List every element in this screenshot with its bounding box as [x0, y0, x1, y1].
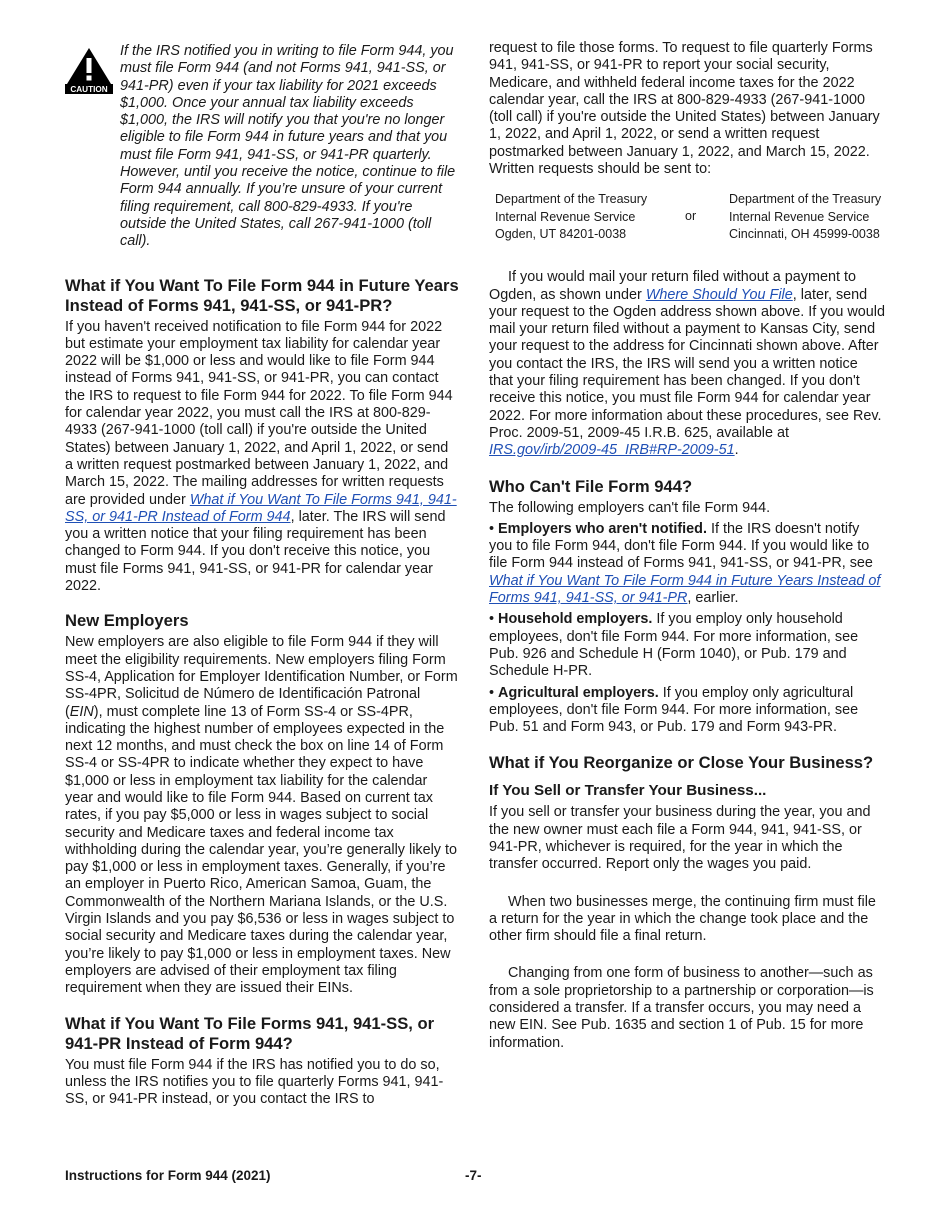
address-cincinnati: Department of the Treasury Internal Revenue Service Cincinnati, OH 45999-0038 — [729, 192, 882, 241]
left-column — [65, 40, 459, 1108]
page-number: -7- — [465, 1168, 482, 1183]
sell-transfer-paragraph: If you sell or transfer your business during the year, you and the new owner must each file a Form 944, 941, 941-SS, or 941-PR, whichever is required, for the year in which the transfer occurred. Report only the wages you paid. — [489, 804, 871, 873]
link-irs-gov-irb[interactable]: IRS.gov/irb/2009-45_IRB#RP-2009-51 — [489, 442, 735, 459]
bullet-not-notified: • Employers who aren't notified. If the IRS doesn't notify you to file Form 944, don't file Form 944. If you would like to file Form 944 instead of Forms 941, 941-SS, or 941-PR, see What if You Want To File Form 944 in Future Years Instead of Forms 941, 941-SS, or 941-PR, earlier. — [489, 520, 881, 607]
heading-new-employers: New Employers — [65, 611, 189, 631]
cant-file-intro: The following employers can't file Form 944. — [489, 499, 771, 516]
right-column — [489, 40, 885, 1052]
heading-file-quarterly: What if You Want To File Forms 941, 941-SS, or 941-PR Instead of Form 944? — [65, 1013, 435, 1053]
address-or: or — [685, 209, 697, 224]
footer-title: Instructions for Form 944 (2021) — [65, 1168, 271, 1183]
bullet-agricultural: • Agricultural employers. If you employ only agricultural employees, don't file Form 944. For more information, see Pub. 51 and Form 943, or Pub. 179 and Form 943-PR. — [489, 684, 859, 736]
caution-icon — [65, 46, 113, 94]
mailing-addresses — [489, 191, 885, 243]
mail-paragraph: If you would mail your return filed without a payment to Ogden, as shown under Where Should You File, later, send your request to the Ogden address shown above. If you would mail your return filed without a payment to Kansas City, send your request to the address for Cincinnati shown above. After you contact the IRS, the IRS will send you a written notice that your filing requirement has been changed. If you don't receive this notice, you must file Form 944 for calendar year 2022. For more information about these procedures, see Rev. Proc. 2009-51, 2009-45 I.R.B. 625, available at IRS.gov/irb/2009-45_IRB#RP-2009-51. — [489, 269, 885, 459]
link-future-years[interactable]: What if You Want To File Form 944 in Future Years Instead of Forms 941, 941-SS, or 941-PR — [489, 572, 881, 607]
caution-text: If the IRS notified you in writing to file Form 944, you must file Form 944 (and not Forms 941, 941-SS, or 941-PR) even if your tax liability for 2021 exceeds $1,000. Once your annual tax liability exceeds $1,000, the IRS will notify you that you're no longer eligible to file Form 944 in future years and that you must file Form 941, 941-SS, or 941-PR quarterly. However, until you receive the notice, continue to file Form 944 annually. If you’re unsure of your current filing requirement, call 800-829-4933. If you're outside the United States, call 267-941-1000 (toll call). — [120, 43, 456, 250]
page-footer — [65, 1168, 885, 1183]
svg-text:CAUTION: CAUTION — [70, 85, 108, 94]
address-ogden: Department of the Treasury Internal Revenue Service Ogden, UT 84201-0038 — [495, 192, 648, 241]
heading-cant-file: Who Can't File Form 944? — [489, 476, 693, 496]
quarterly-paragraph-start: You must file Form 944 if the IRS has notified you to do so, unless the IRS notifies you to file quarterly Forms 941, 941-SS, or 941-PR instead, or you contact the IRS to — [65, 1056, 444, 1108]
subheading-sell-transfer: If You Sell or Transfer Your Business... — [489, 782, 767, 800]
bullet-household: • Household employers. If you employ only household employees, don't file Form 944. For more information, see Pub. 926 and Schedule H (Form 1040), or Pub. 179 and Schedule H-PR. — [489, 611, 859, 680]
new-employers-paragraph: New employers are also eligible to file Form 944 if they will meet the eligibility requirements. New employers filing Form SS-4, Application for Employer Identification Number, or Form SS-4PR, Solicitud de Número de Identificación Patronal (EIN), must complete line 13 of Form SS-4 or SS-4PR, indicating the highest number of employees expected in the next 12 months, and must check the box on line 14 of Form SS-4 or SS-4PR to indicate whether they expect to have $1,000 or less in employment tax liability for the calendar year and would like to file Form 944. Based on current tax rates, if you pay $5,000 or less in wages subject to social security and Medicare taxes and federal income tax withholding during the calendar year, you’re generally likely to pay $1,000 or less in employment taxes. Generally, if you’re an employer in Puerto Rico, American Samoa, Guam, the Commonwealth of the Northern Mariana Islands, or the U.S. Virgin Islands and you pay $6,536 or less in wages subject to social security and Medicare taxes during the calendar year, you’re likely to pay $1,000 or less in employment taxes. New employers are advised of their employment tax filing requirement when they are issued their EINs. — [65, 634, 458, 997]
heading-future-years: What if You Want To File Form 944 in Future Years Instead of Forms 941, 941-SS, or 941-PR? — [65, 275, 459, 315]
caution-note — [65, 43, 459, 251]
change-form-paragraph: Changing from one form of business to another—such as from a sole proprietorship to a partnership or corporation—is considered a transfer. If a transfer occurs, you may need a new EIN. See Pub. 1635 and section 1 of Pub. 15 for more information. — [489, 965, 874, 1051]
merge-paragraph: When two businesses merge, the continuing firm must file a return for the year in which the change took place and the other firm should file a final return. — [489, 893, 876, 945]
link-where-should-you-file[interactable]: Where Should You File — [645, 286, 793, 303]
future-years-paragraph: If you haven't received notification to file Form 944 for 2022 but estimate your employment tax liability for calendar year 2022 will be $1,000 or less and would like to file Form 944 instead of Forms 941, 941-SS, or 941-PR, you can contact the IRS to request to file Form 944 for 2022. To file Form 944 for calendar year 2022, you must call the IRS at 800-829-4933 (267-941-1000 (toll call) if you're outside the United States) between January 1, 2022, and April 1, 2022, or send a written request postmarked between January 1, 2022, and March 15, 2022. The mailing addresses for written requests are provided under What if You Want To File Forms 941, 941-SS, or 941-PR Instead of Form 944, later. The IRS will send you a written notice that your filing requirement has been changed to Form 944. If you don't receive this notice, you must file Forms 941, 941-SS, or 941-PR for calendar year 2022. — [65, 318, 457, 595]
quarterly-paragraph-continued: request to file those forms. To request to file quarterly Forms 941, 941-SS, or 941-PR to report your social security, Medicare, and withheld federal income taxes for the 2022 calendar year, call the IRS at 800-829-4933 (267-941-1000 (toll call) if you're outside the United States) between January 1, 2022, and April 1, 2022, or send a written request postmarked between January 1, 2022, and March 15, 2022. Written requests should be sent to: — [489, 40, 880, 178]
link-file-forms-941[interactable]: What if You Want To File Forms 941, 941-SS, or 941-PR Instead of Form 944 — [65, 491, 457, 525]
heading-reorganize: What if You Reorganize or Close Your Business? — [489, 753, 874, 773]
